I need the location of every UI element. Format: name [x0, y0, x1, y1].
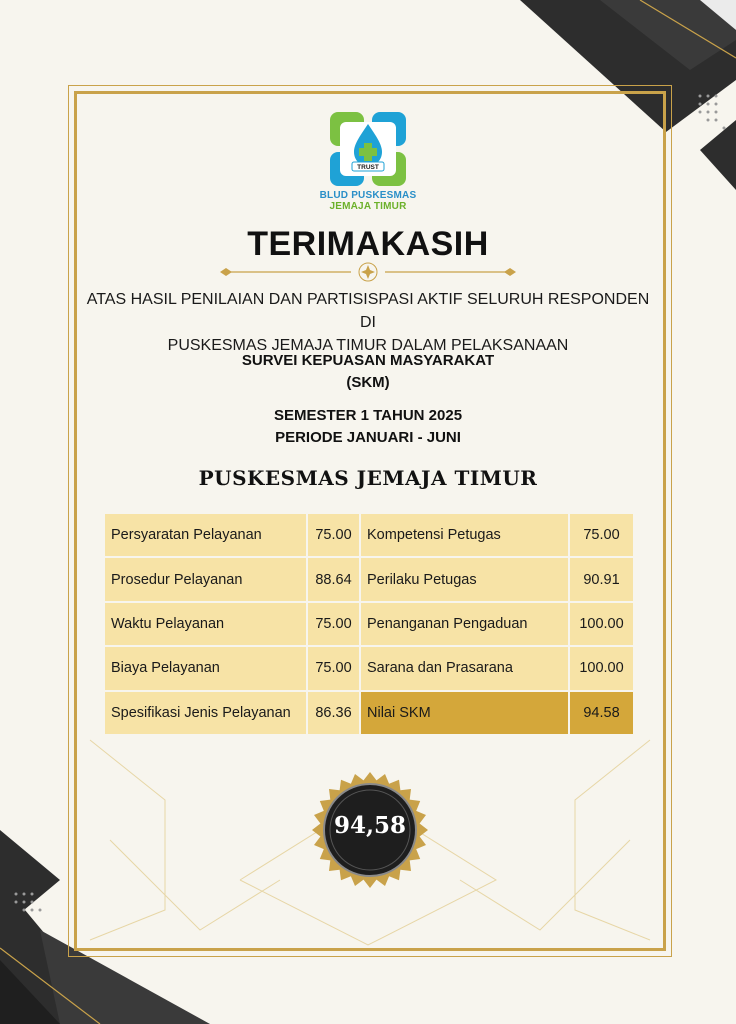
indicator-value: 75.00 — [307, 602, 360, 646]
semester-period — [0, 405, 736, 449]
subtitle-line1: ATAS HASIL PENILAIAN DAN PARTISISPASI AKTIF SELURUH RESPONDEN DI — [86, 291, 650, 331]
logo-line1: BLUD PUSKESMAS — [319, 190, 417, 201]
table-row — [104, 691, 634, 735]
skm-total-label: Nilai SKM — [360, 691, 569, 735]
indicator-label: Penanganan Pengaduan — [360, 602, 569, 646]
indicator-label: Biaya Pelayanan — [104, 646, 307, 690]
indicator-label: Prosedur Pelayanan — [104, 557, 307, 601]
indicator-label: Perilaku Petugas — [360, 557, 569, 601]
indicator-value: 75.00 — [307, 513, 360, 557]
indicator-value: 100.00 — [569, 646, 634, 690]
table-row — [104, 602, 634, 646]
indicator-value: 86.36 — [307, 691, 360, 735]
survey-line1: SURVEI KEPUASAN MASYARAKAT — [241, 352, 495, 369]
thanks-subtitle — [78, 288, 658, 357]
indicator-label: Spesifikasi Jenis Pelayanan — [104, 691, 307, 735]
table-row — [104, 646, 634, 690]
survey-line2: (SKM) — [346, 374, 390, 391]
indicator-value: 88.64 — [307, 557, 360, 601]
logo-badge-text: TRUST — [357, 164, 379, 171]
score-badge-value: 94,58 — [333, 812, 407, 839]
indicator-value: 75.00 — [307, 646, 360, 690]
organization-name: PUSKESMAS JEMAJA TIMUR — [198, 466, 538, 490]
semester-line2: PERIODE JANUARI - JUNI — [275, 429, 461, 446]
skm-total-value: 94.58 — [569, 691, 634, 735]
logo-line2: JEMAJA TIMUR — [329, 201, 407, 212]
indicator-label: Persyaratan Pelayanan — [104, 513, 307, 557]
indicator-label: Sarana dan Prasarana — [360, 646, 569, 690]
indicator-label: Waktu Pelayanan — [104, 602, 307, 646]
ornament-divider — [216, 261, 520, 283]
indicator-label: Kompetensi Petugas — [360, 513, 569, 557]
indicator-value: 75.00 — [569, 513, 634, 557]
semester-line1: SEMESTER 1 TAHUN 2025 — [273, 407, 463, 424]
indicator-value: 90.91 — [569, 557, 634, 601]
subtitle-line2: PUSKESMAS JEMAJA TIMUR DALAM PELAKSANAAN — [167, 337, 569, 354]
indicator-value: 100.00 — [569, 602, 634, 646]
table-row — [104, 513, 634, 557]
table-row — [104, 557, 634, 601]
survey-name — [0, 350, 736, 394]
score-table — [103, 512, 635, 736]
page-title: TERIMAKASIH — [247, 225, 489, 263]
